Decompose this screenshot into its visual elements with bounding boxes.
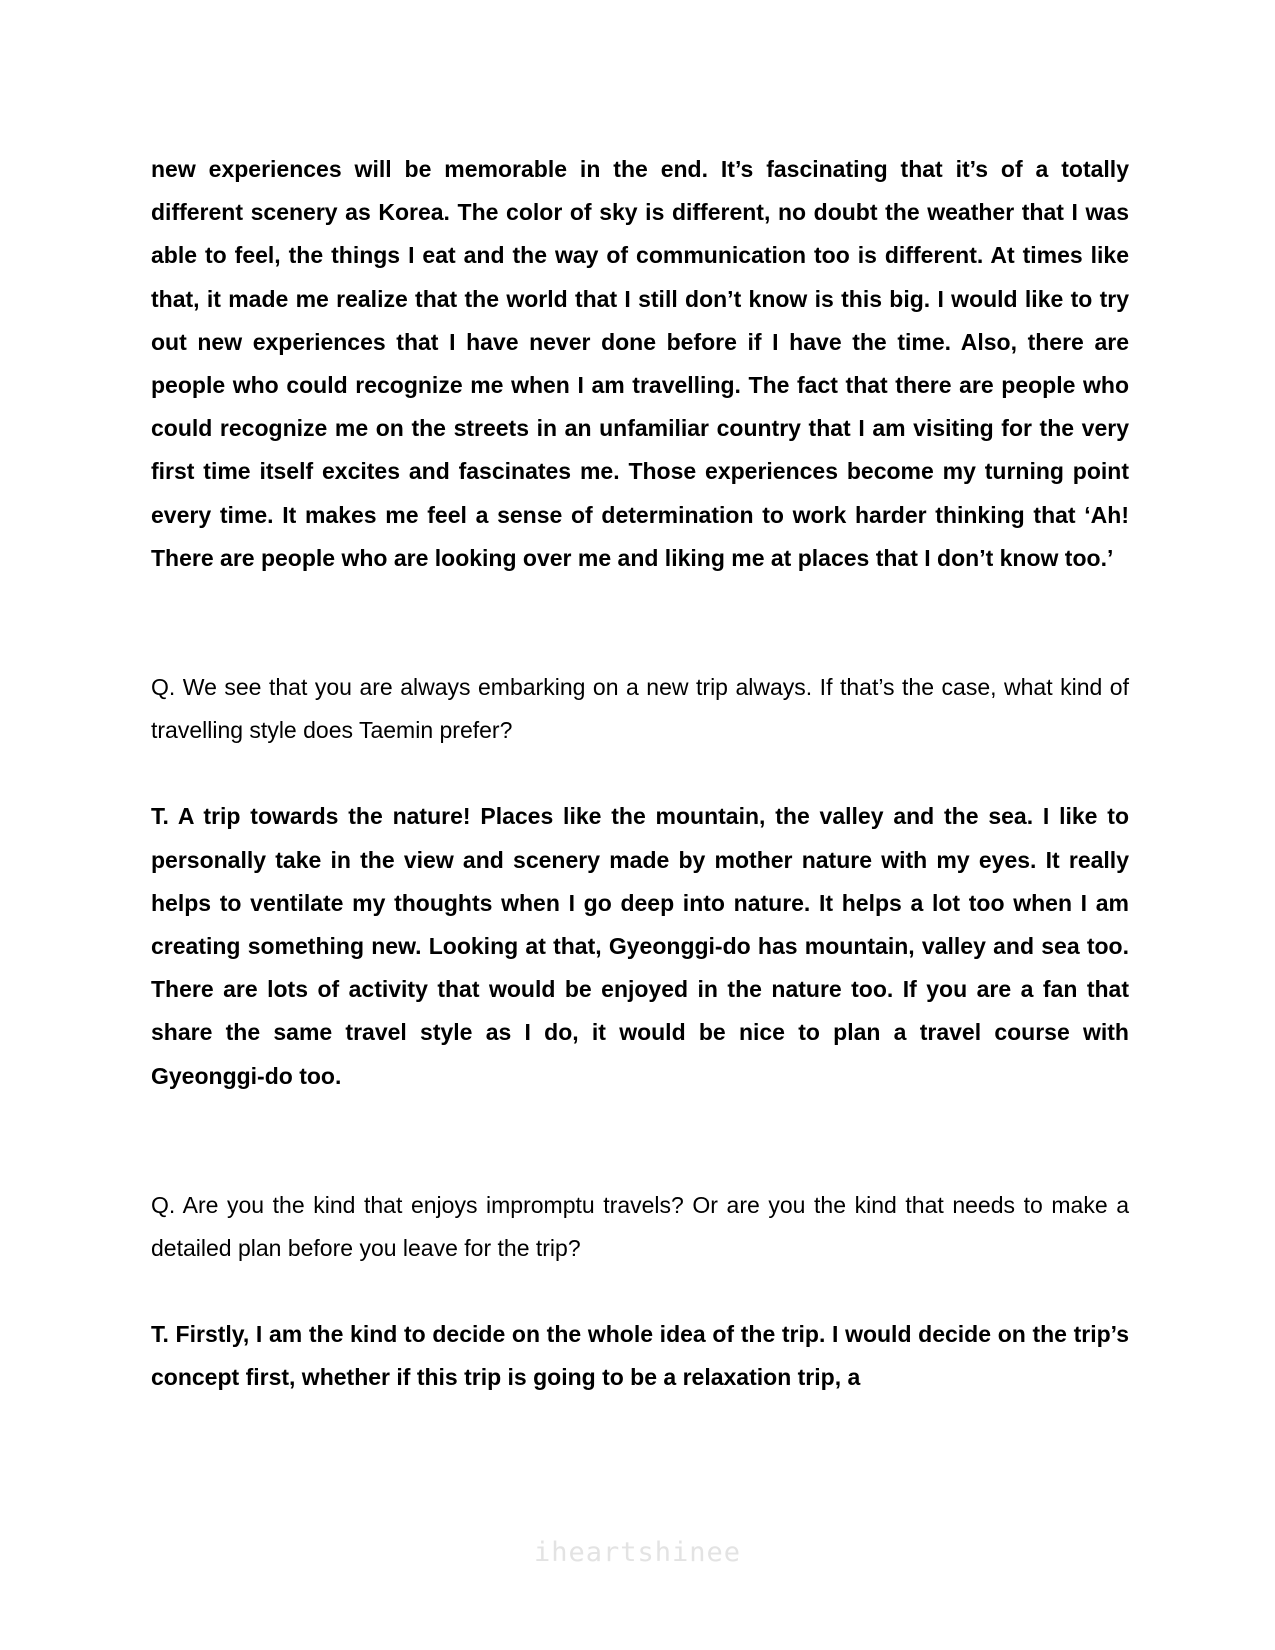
answer-travel-style: T. A trip towards the nature! Places like the mountain, the valley and the sea. I like to personally take in the view and scenery made by mother nature with my eyes. It really helps to ventilate my thoughts when I go deep into nature. It helps a lot too when I am creating something new. Looking at that, Gyeonggi-do has mountain, valley and sea too. There are lots of activity that would be enjoyed in the nature too. If you are a fan that share the same travel style as I do, it would be nice to plan a travel course with Gyeonggi-do too. <box>151 803 1129 1089</box>
answer-paragraph-continued: new experiences will be memorable in the end. It’s fascinating that it’s of a totally different scenery as Korea. The color of sky is different, no doubt the weather that I was able to feel, the things I eat and the way of communication too is different. At times like that, it made me realize that the world that I still don’t know is this big. I would like to try out new experiences that I have never done before if I have the time. Also, there are people who could recognize me when I am travelling. The fact that there are people who could recognize me on the streets in an unfamiliar country that I am visiting for the very first time itself excites and fascinates me. Those experiences become my turning point every time. It makes me feel a sense of determination to work harder thinking that ‘Ah! There are people who are looking over me and liking me at places that I don’t know too.’ <box>151 156 1129 571</box>
document-body <box>151 148 1129 1400</box>
question-travel-style: Q. We see that you are always embarking on a new trip always. If that’s the case, what kind of travelling style does Taemin prefer? <box>151 674 1129 744</box>
watermark: iheartshinee <box>533 1537 742 1568</box>
answer-impromptu-travel: T. Firstly, I am the kind to decide on the whole idea of the trip. I would decide on the trip’s concept first, whether if this trip is going to be a relaxation trip, a <box>151 1321 1129 1391</box>
question-impromptu-travel: Q. Are you the kind that enjoys impromptu travels? Or are you the kind that needs to make a detailed plan before you leave for the trip? <box>151 1191 1129 1262</box>
